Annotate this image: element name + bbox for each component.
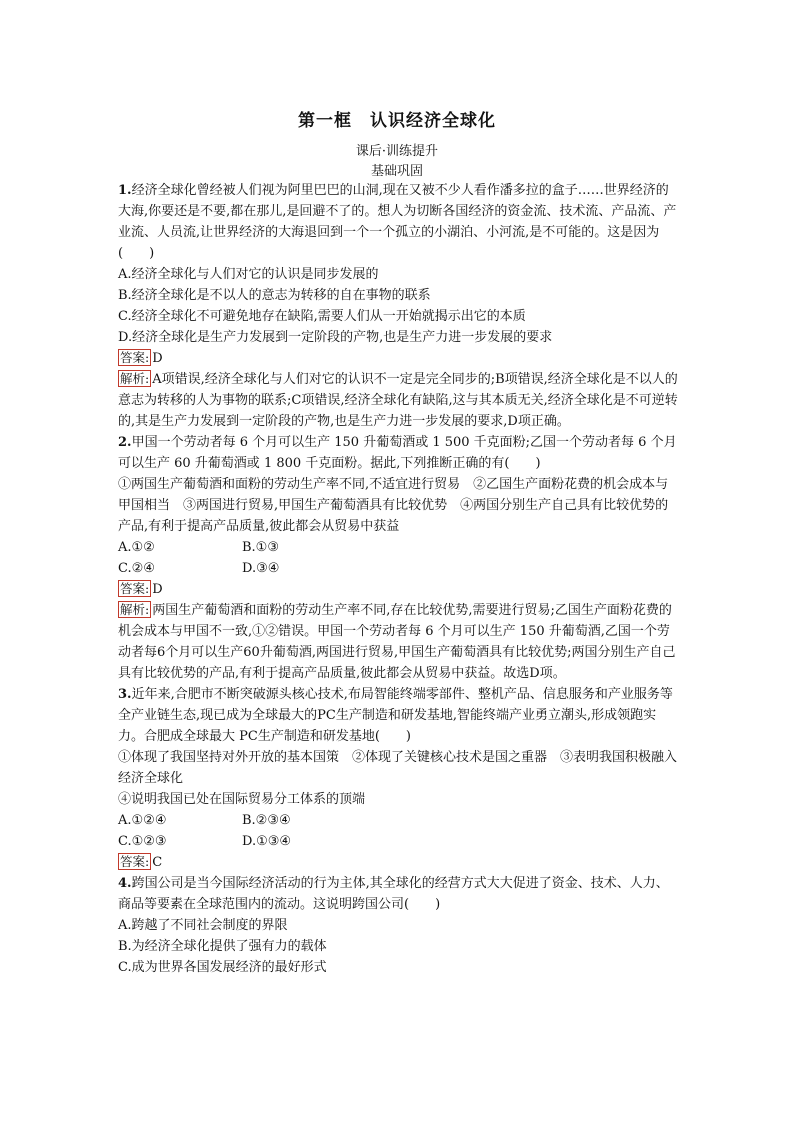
option: B.②③④ xyxy=(242,813,291,828)
answer-value: D xyxy=(152,351,163,366)
option: A.①②④ xyxy=(118,813,167,828)
answer-line xyxy=(118,852,678,873)
option: C.②④ xyxy=(118,561,155,576)
option-row xyxy=(118,537,678,558)
option: D.经济全球化是生产力发展到一定阶段的产物,也是生产力进一步发展的要求 xyxy=(118,330,553,345)
option: A.跨越了不同社会制度的界限 xyxy=(118,918,288,933)
page-title: 第一框 认识经济全球化 xyxy=(298,111,496,131)
statement-items: ①两国生产葡萄酒和面粉的劳动生产率不同,不适宜进行贸易 ②乙国生产面粉花费的机会成本与甲国相当 ③两国进行贸易,甲国生产葡萄酒具有比较优势 ④两国分别生产自己具有比较优势的产品,有利于提高产品质量,彼此都会从贸易中获益 xyxy=(118,477,669,534)
answer-line xyxy=(118,348,678,369)
option-row xyxy=(118,831,678,852)
question-number: 4. xyxy=(118,876,132,891)
page-subtitle: 课后·训练提升 xyxy=(355,144,439,159)
answer-tag: 答案: xyxy=(120,350,150,365)
question-number: 2. xyxy=(118,435,132,450)
option: A.①② xyxy=(118,540,155,555)
option: B.为经济全球化提供了强有力的载体 xyxy=(118,939,327,954)
statement-items: ④说明我国已处在国际贸易分工体系的顶端 xyxy=(118,792,366,807)
analysis-text: A项错误,经济全球化与人们对它的认识不一定是完全同步的;B项错误,经济全球化是不以人的意志为转移的人为事物的联系;C项错误,经济全球化有缺陷,这与其本质无关,经济全球化是不可逆转的,其是生产力发展到一定阶段的产物,也是生产力进一步发展的要求,D项正确。 xyxy=(118,372,678,429)
option: B.经济全球化是不以人的意志为转移的自在事物的联系 xyxy=(118,288,431,303)
option-row xyxy=(118,810,678,831)
option: C.①②③ xyxy=(118,834,167,849)
question-1-stem: 1.经济全球化曾经被人们视为阿里巴巴的山洞,现在又被不少人看作潘多拉的盒子……世界经济的大海,你要还是不要,都在那儿,是回避不了的。想人为切断各国经济的资金流、技术流、产品流、产业流、人员流,让世界经济的大海退回到一个一个孤立的小湖泊、小河流,是不可能的。这是因为( ) xyxy=(118,183,677,261)
option: C.成为世界各国发展经济的最好形式 xyxy=(118,960,327,975)
option: D.③④ xyxy=(242,561,280,576)
answer-line xyxy=(118,579,678,600)
question-number: 3. xyxy=(118,687,132,702)
answer-value: C xyxy=(152,855,163,870)
option: C.经济全球化不可避免地存在缺陷,需要人们从一开始就揭示出它的本质 xyxy=(118,309,526,324)
answer-value: D xyxy=(152,582,163,597)
question-3-stem: 3.近年来,合肥市不断突破源头核心技术,布局智能终端零部件、整机产品、信息服务和产业服务等全产业链生态,现已成为全球最大的PC生产制造和研发基地,智能终端产业勇立潮头,形成领跑实力。合肥成全球最大 PC生产制造和研发基地( ) xyxy=(118,687,673,744)
analysis-tag: 解析: xyxy=(120,602,150,617)
question-4-stem: 4.跨国公司是当今国际经济活动的行为主体,其全球化的经营方式大大促进了资金、技术、人力、商品等要素在全球范围内的流动。这说明跨国公司( ) xyxy=(118,876,669,912)
option-row xyxy=(118,558,678,579)
answer-tag: 答案: xyxy=(120,581,150,596)
analysis-line xyxy=(118,600,678,684)
statement-items: ①体现了我国坚持对外开放的基本国策 ②体现了关键核心技术是国之重器 ③表明我国积极融入经济全球化 xyxy=(118,750,678,786)
analysis-tag: 解析: xyxy=(120,371,150,386)
analysis-text: 两国生产葡萄酒和面粉的劳动生产率不同,存在比较优势,需要进行贸易;乙国生产面粉花费的机会成本与甲国不一致,①②错误。甲国一个劳动者每 6 个月可以生产 150 升葡萄酒,乙国一个劳动者每6个月可以生产60升葡萄酒,两国进行贸易,甲国生产葡萄酒具有比较优势;两国分别生产自己具有比较优势的产品,有利于提高产品质量,彼此都会从贸易中获益。故选D项。 xyxy=(118,603,676,681)
section-heading: 基础巩固 xyxy=(370,164,423,179)
analysis-line xyxy=(118,369,678,432)
question-2-stem: 2.甲国一个劳动者每 6 个月可以生产 150 升葡萄酒或 1 500 千克面粉;乙国一个劳动者每 6 个月可以生产 60 升葡萄酒或 1 800 千克面粉。据此,下列推断正确的有( ) xyxy=(118,435,677,471)
question-number: 1. xyxy=(118,183,132,198)
question-list xyxy=(118,180,678,978)
option: B.①③ xyxy=(242,540,279,555)
option: D.①③④ xyxy=(242,834,292,849)
option: A.经济全球化与人们对它的认识是同步发展的 xyxy=(118,267,379,282)
answer-tag: 答案: xyxy=(120,854,150,869)
